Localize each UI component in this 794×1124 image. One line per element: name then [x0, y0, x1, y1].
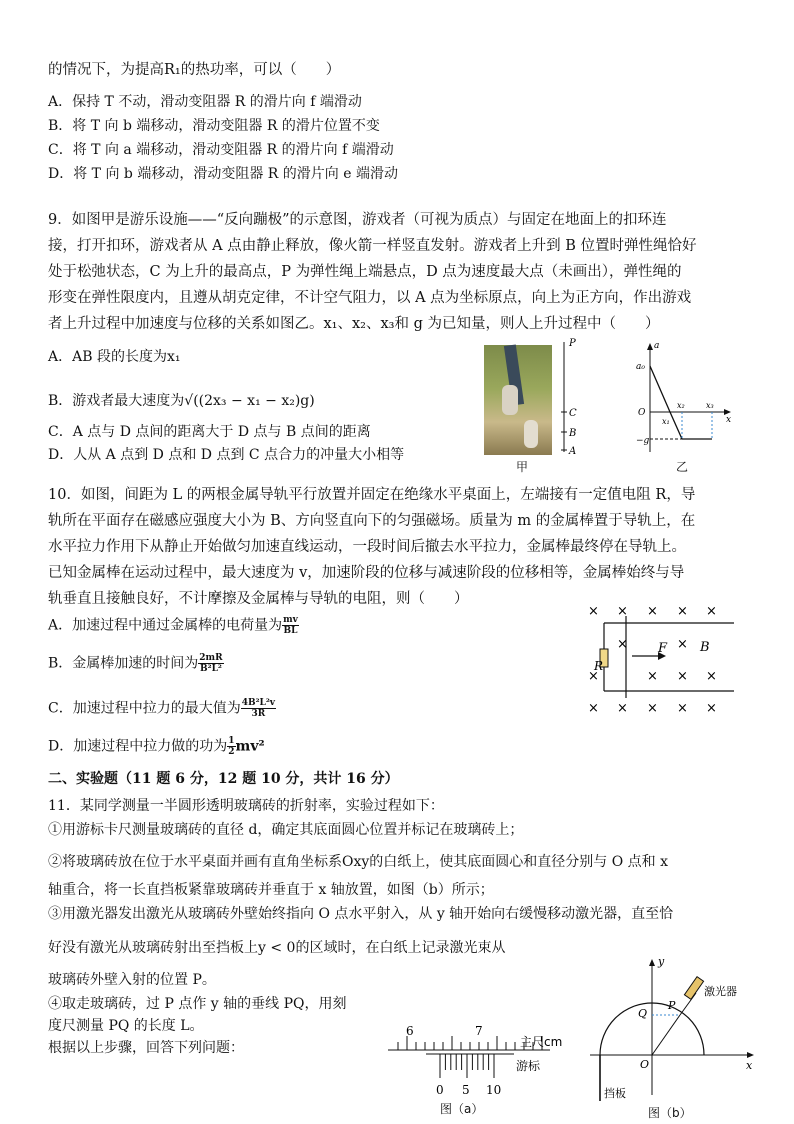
fig-jia-caption: 甲	[516, 460, 529, 474]
fig-b-p-label: P	[668, 999, 676, 1012]
cross: ×	[588, 604, 599, 619]
q10-option-d	[48, 736, 265, 757]
q11-line-8: ④取走玻璃砖，过 P 点作 y 轴的垂线 PQ，用刻	[48, 996, 347, 1012]
vernier-label: 游标	[516, 1059, 541, 1073]
q9-line-1: 9．如图甲是游乐设施——“反向蹦极”的示意图，游戏者（可视为质点）与固定在地面上的扣环连	[48, 212, 667, 228]
board-label: 挡板	[604, 1087, 626, 1100]
q10-option-b	[48, 653, 224, 674]
q10-option-b-text: B．金属棒加速的时间为	[48, 655, 199, 672]
cross: ×	[677, 701, 688, 716]
neg-g-label: −g	[636, 436, 650, 446]
q10-option-c-text: C．加速过程中拉力的最大值为	[48, 700, 241, 717]
q10-option-a-text: A．加速过程中通过金属棒的电荷量为	[48, 617, 283, 634]
label-a: A	[569, 446, 577, 457]
q10-a-num: mv	[283, 615, 298, 625]
q10-d-den: 2	[228, 747, 235, 757]
q10-line-1: 10．如图，间距为 L 的两根金属导轨平行放置并固定在绝缘水平桌面上，左端接有一定值电阻 R，导	[48, 487, 696, 503]
label-p: P	[569, 338, 576, 349]
cross: ×	[677, 637, 688, 652]
q10-a-fraction	[282, 615, 299, 636]
q11-line-2: ①用游标卡尺测量玻璃砖的直径 d，确定其底面圆心位置并标记在玻璃砖上；	[48, 822, 524, 838]
q11-line-7: 玻璃砖外壁入射的位置 P。	[48, 972, 216, 988]
fig-b-x-label: x	[746, 1059, 753, 1072]
q11-line-9: 度尺测量 PQ 的长度 L。	[48, 1018, 204, 1034]
q8-option-c: C．将 T 向 a 端移动，滑动变阻器 R 的滑片向 f 端滑动	[48, 142, 394, 158]
staff-figure	[524, 420, 538, 448]
q10-b-num: 2mR	[199, 653, 223, 663]
cross: ×	[588, 701, 599, 716]
q9-line-2: 接，打开扣环，游戏者从 A 点由静止释放，像火箭一样竖直发射。游戏者上升到 B 位置时弹性绳恰好	[48, 238, 697, 254]
vernier-5: 5	[462, 1083, 470, 1097]
q11-line-3: ②将玻璃砖放在位于水平桌面并画有直角坐标系Oxy的白纸上，使其底面圆心和直径分别与 O 点和 x	[48, 854, 669, 870]
q8-option-b: B．将 T 向 b 端移动，滑动变阻器 R 的滑片位置不变	[48, 118, 380, 134]
q11-line-1: 11．某同学测量一半圆形透明玻璃砖的折射率，实验过程如下：	[48, 798, 444, 814]
q9-line-4: 形变在弹性限度内，且遵从胡克定律，不计空气阻力，以 A 点为坐标原点，向上为正方向，作出游戏	[48, 290, 692, 306]
x3-label: x₃	[706, 401, 714, 410]
cross: ×	[647, 604, 658, 619]
fig-b-y-label: y	[658, 955, 665, 968]
q9-option-b: B．游戏者最大速度为√((2x₃ − x₁ − x₂)g)	[48, 393, 315, 409]
q10-d-fraction	[227, 736, 235, 757]
q8-stem-tail: 的情况下，为提高R₁的热功率，可以（ ）	[48, 62, 341, 78]
cross: ×	[588, 669, 599, 684]
q10-line-5: 轨垂直且接触良好，不计摩擦及金属棒与导轨的电阻，则（ ）	[48, 591, 469, 607]
axis-x-label: x	[726, 415, 732, 425]
fig-yi-graph	[636, 340, 736, 460]
q9-option-a: A．AB 段的长度为x₁	[48, 349, 181, 365]
cross: ×	[677, 604, 688, 619]
q11-line-10: 根据以上步骤，回答下列问题：	[48, 1040, 244, 1056]
q11-line-4: 轴重合，将一长直挡板紧靠玻璃砖并垂直于 x 轴放置，如图（b）所示；	[48, 882, 494, 898]
q10-line-2: 轨所在平面存在磁感应强度大小为 B、方向竖直向下的匀强磁场。质量为 m 的金属棒置于导轨上，在	[48, 513, 696, 529]
q10-option-a	[48, 615, 299, 636]
a0-label: a₀	[636, 362, 645, 372]
q9-option-c: C．A 点与 D 点间的距离大于 D 点与 B 点间的距离	[48, 424, 371, 440]
cross: ×	[647, 669, 658, 684]
cross: ×	[706, 701, 717, 716]
vernier-caliper-figure	[380, 1020, 580, 1098]
section2-title: 二、实验题（11 题 6 分，12 题 10 分，共计 16 分）	[48, 771, 399, 787]
main-scale-label: 主尺cm	[520, 1035, 563, 1049]
label-b: B	[569, 428, 577, 439]
fig-jia-axis	[556, 336, 586, 462]
q10-option-d-text: D．加速过程中拉力做的功为	[48, 738, 228, 755]
field-b-label: B	[700, 640, 710, 655]
cross: ×	[617, 637, 628, 652]
q10-d-tail: mv²	[235, 738, 265, 755]
q11-line-5: ③用激光器发出激光从玻璃砖外壁始终指向 O 点水平射入，从 y 轴开始向右缓慢移动激光器，直至恰	[48, 906, 674, 922]
q9-option-d: D．人从 A 点到 D 点和 D 点到 C 点合力的冲量大小相等	[48, 447, 405, 463]
q9-line-3: 处于松弛状态，C 为上升的最高点，P 为弹性绳上端悬点，D 点为速度最大点（未画出），弹性绳的	[48, 264, 682, 280]
q10-option-c	[48, 698, 276, 719]
fig-b-q-label: Q	[638, 1007, 648, 1020]
q9-line-5: 者上升过程中加速度与位移的关系如图乙。x₁、x₂、x₃和 g 为已知量，则人上升过程中（ ）	[48, 316, 660, 332]
fig-b-o-label: O	[640, 1058, 650, 1071]
resistor-r-label: R	[594, 659, 604, 673]
main-tick-7: 7	[475, 1024, 483, 1038]
vernier-scale-ticks	[440, 1054, 494, 1078]
laser-label: 激光器	[704, 985, 737, 998]
cross: ×	[647, 701, 658, 716]
q8-option-a: A．保持 T 不动，滑动变阻器 R 的滑片向 f 端滑动	[48, 94, 362, 110]
q8-option-d: D．将 T 向 b 端移动，滑动变阻器 R 的滑片向 e 端滑动	[48, 166, 398, 182]
q10-c-fraction	[241, 698, 276, 719]
force-f-label: F	[658, 641, 668, 656]
player-figure	[502, 385, 518, 415]
q10-c-den: 3R	[251, 709, 266, 719]
q10-line-3: 水平拉力作用下从静止开始做匀加速直线运动，一段时间后撤去水平拉力，金属棒最终停在导轨上。	[48, 539, 686, 555]
axis-a-label: a	[654, 341, 660, 351]
x1-label: x₁	[662, 417, 670, 426]
fig-a-caption: 图（a）	[440, 1102, 484, 1116]
q10-b-fraction	[198, 653, 223, 674]
origin-label: O	[638, 408, 646, 418]
q10-line-4: 已知金属棒在运动过程中，最大速度为 v，加速阶段的位移与减速阶段的位移相等，金属棒始终与导	[48, 565, 685, 581]
x2-label: x₂	[677, 401, 685, 410]
cross: ×	[706, 604, 717, 619]
cross: ×	[677, 669, 688, 684]
vernier-10: 10	[486, 1083, 502, 1097]
cross: ×	[706, 669, 717, 684]
q10-c-num: 4B²L²v	[241, 698, 276, 708]
q10-d-num: 1	[228, 736, 235, 746]
main-tick-6: 6	[406, 1024, 414, 1038]
label-c: C	[569, 408, 577, 419]
q10-circuit-figure	[584, 600, 744, 720]
q10-a-den: BL	[283, 626, 298, 636]
cross: ×	[617, 701, 628, 716]
fig-b-caption: 图（b）	[648, 1106, 692, 1120]
vernier-0: 0	[436, 1083, 444, 1097]
cross: ×	[617, 604, 628, 619]
fig-yi-caption: 乙	[676, 460, 689, 474]
q10-b-den: B²L²	[200, 664, 222, 674]
bungee-photo	[484, 345, 552, 455]
q11-line-6: 好没有激光从玻璃砖射出至挡板上y < 0的区域时，在白纸上记录激光束从	[48, 940, 506, 956]
glass-brick-figure	[586, 955, 766, 1105]
